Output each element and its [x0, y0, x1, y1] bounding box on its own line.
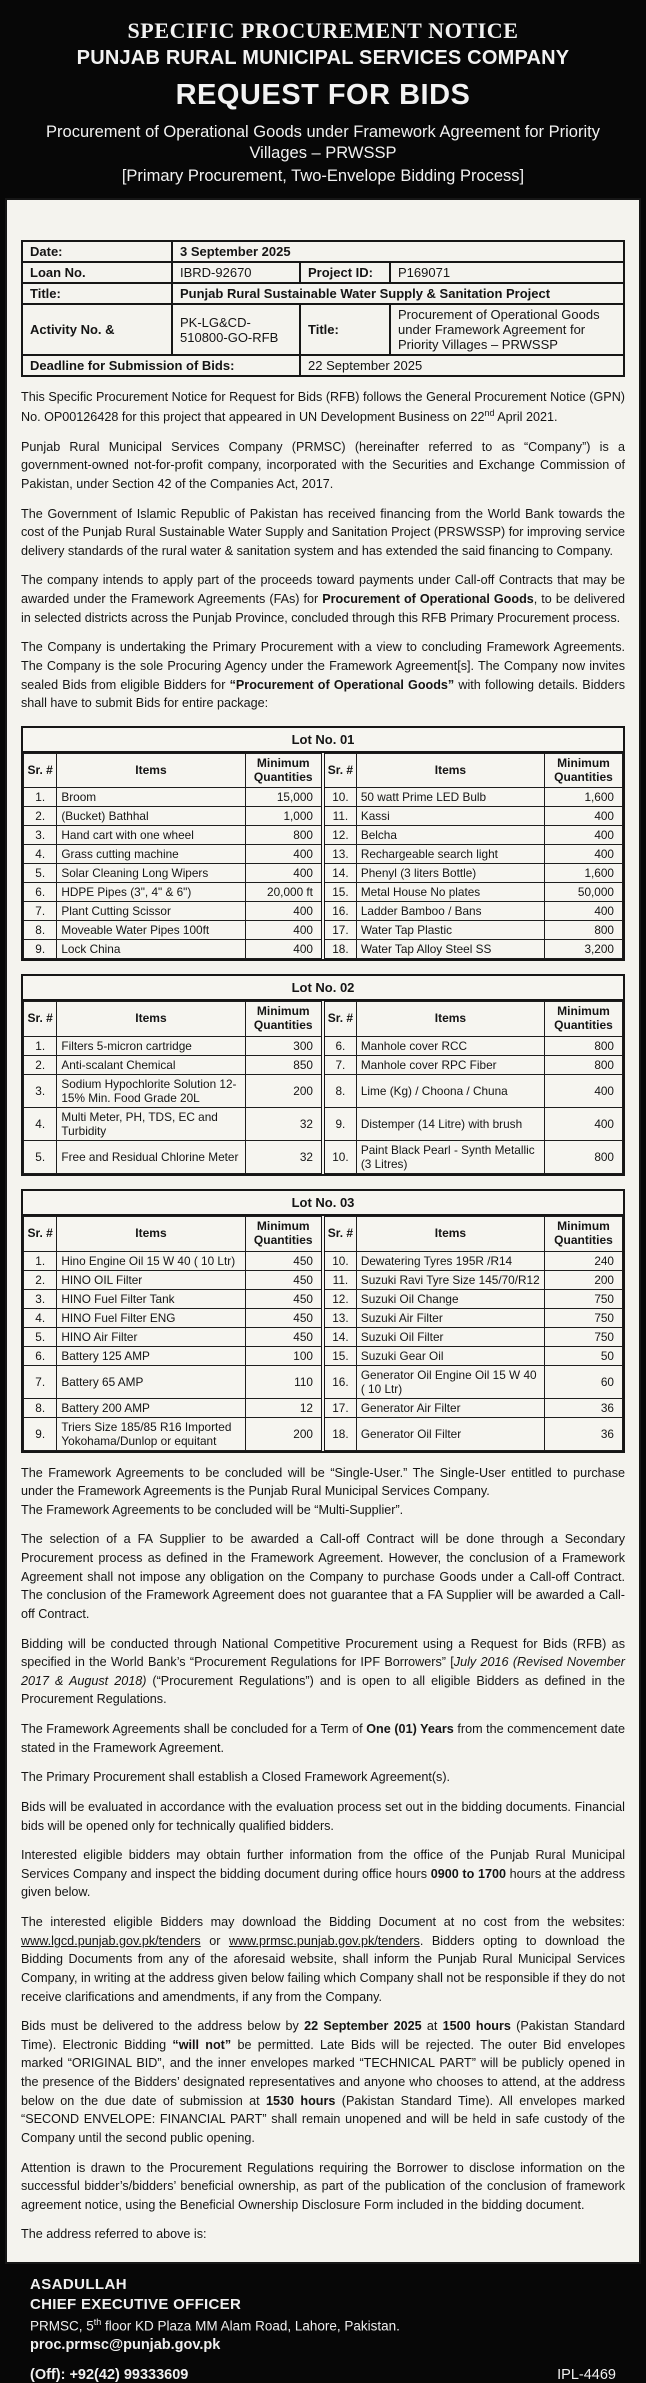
- title-label: Title:: [22, 283, 172, 304]
- quantity-cell: 750: [545, 1327, 623, 1346]
- text-run: hours at the address given below.: [21, 1866, 625, 1900]
- quantity-cell: 200: [545, 1270, 623, 1289]
- paragraph: [21, 1720, 625, 1757]
- lot-item-row: [24, 864, 623, 883]
- quantity-cell: 400: [245, 921, 323, 940]
- item-cell: Battery 65 AMP: [57, 1365, 245, 1398]
- text-run: 1500 hours: [442, 2019, 511, 2034]
- quantity-cell: 800: [545, 1056, 623, 1075]
- text-run: 0900 to 1700: [430, 1866, 506, 1881]
- quantity-cell: 200: [245, 1417, 323, 1450]
- signatory-title: CHIEF EXECUTIVE OFFICER: [30, 2296, 242, 2314]
- text-run: The interested eligible Bidders may download the Bidding Document at no cost from the websites:: [21, 1915, 625, 1930]
- quantity-cell: 200: [245, 1075, 323, 1108]
- serial-cell: 18.: [323, 940, 356, 959]
- item-cell: Sodium Hypochlorite Solution 12-15% Min. Food Grade 20L: [57, 1075, 245, 1108]
- paragraph: [21, 438, 625, 494]
- item-cell: (Bucket) Bathhal: [57, 807, 245, 826]
- quantity-cell: 400: [245, 940, 323, 959]
- text-run: One (01) Years: [366, 1722, 454, 1737]
- text-run: , to be delivered in selected districts across the Punjab Province, concluded through this RFB Primary Procurement process.: [21, 592, 625, 625]
- lot-title: Lot No. 02: [23, 976, 623, 1001]
- text-run: Interested eligible bidders may obtain further information from the office of the Punjab Rural Municipal Services Company and inspect the bidding document during office hours: [21, 1848, 625, 1881]
- text-run: “Procurement of Operational Goods”: [229, 677, 455, 692]
- lot-item-row: [24, 1327, 623, 1346]
- lot-item-row: [24, 807, 623, 826]
- lot-tables-container: [21, 726, 625, 1453]
- quantity-cell: 400: [545, 1075, 623, 1108]
- project-id-value: P169071: [390, 262, 624, 283]
- item-cell: HINO OIL Filter: [57, 1270, 245, 1289]
- quantity-cell: 450: [245, 1327, 323, 1346]
- lot-item-row: [24, 883, 623, 902]
- serial-cell: 2.: [24, 1056, 57, 1075]
- quantity-cell: 800: [245, 826, 323, 845]
- paragraph: [21, 1635, 625, 1710]
- paragraph: [21, 1501, 625, 1520]
- serial-cell: 10.: [323, 788, 356, 807]
- quantity-cell: 750: [545, 1289, 623, 1308]
- serial-cell: 6.: [323, 1037, 356, 1056]
- item-cell: Broom: [57, 788, 245, 807]
- item-cell: Triers Size 185/85 R16 Imported Yokohama/Dunlop or equitant: [57, 1417, 245, 1450]
- quantity-cell: 450: [245, 1251, 323, 1270]
- notice-subtitle-line1: Procurement of Operational Goods under Framework Agreement for Priority: [46, 123, 600, 141]
- column-header: Items: [57, 1217, 245, 1252]
- column-header: Sr. #: [24, 753, 57, 788]
- quantity-cell: 400: [245, 864, 323, 883]
- serial-cell: 10.: [323, 1141, 356, 1174]
- column-header: Minimum Quantities: [545, 1002, 623, 1037]
- serial-cell: 7.: [24, 1365, 57, 1398]
- tender-website-link[interactable]: www.lgcd.punjab.gov.pk/tenders: [21, 1933, 201, 1948]
- deadline-value: 22 September 2025: [300, 355, 624, 376]
- item-cell: Generator Oil Engine Oil 15 W 40 ( 10 Ltr): [356, 1365, 544, 1398]
- notice-type-heading: SPECIFIC PROCUREMENT NOTICE: [127, 18, 519, 43]
- lot-item-row: [24, 921, 623, 940]
- paragraph: [21, 1464, 625, 1501]
- column-header: Sr. #: [323, 753, 356, 788]
- item-cell: Suzuki Ravi Tyre Size 145/70/R12: [356, 1270, 544, 1289]
- text-run: The Framework Agreements to be concluded will be “Single-User.” The Single-User entitled to purchase under the Framework Agreements is the Punjab Rural Municipal Services Company.: [21, 1465, 625, 1499]
- quantity-cell: 450: [245, 1289, 323, 1308]
- deadline-label: Deadline for Submission of Bids:: [22, 355, 300, 376]
- serial-cell: 6.: [24, 883, 57, 902]
- serial-cell: 15.: [323, 883, 356, 902]
- column-header: Items: [57, 753, 245, 788]
- item-cell: Battery 200 AMP: [57, 1398, 245, 1417]
- serial-cell: 1.: [24, 1251, 57, 1270]
- item-cell: Water Tap Alloy Steel SS: [356, 940, 544, 959]
- item-cell: Hino Engine Oil 15 W 40 ( 10 Ltr): [57, 1251, 245, 1270]
- text-run: floor KD Plaza MM Alam Road, Lahore, Pakistan.: [101, 2318, 400, 2334]
- serial-cell: 17.: [323, 1398, 356, 1417]
- lot-item-row: [24, 1075, 623, 1108]
- quantity-cell: 750: [545, 1308, 623, 1327]
- info-row-date: [22, 241, 624, 262]
- serial-cell: 13.: [323, 1308, 356, 1327]
- text-run: nd: [484, 407, 495, 418]
- text-run: th: [93, 2317, 102, 2328]
- column-header: Sr. #: [24, 1217, 57, 1252]
- quantity-cell: 450: [245, 1270, 323, 1289]
- lot-table: [21, 1189, 625, 1453]
- bid-info-table: [21, 240, 625, 377]
- text-run: April 2021.: [494, 410, 558, 425]
- serial-cell: 5.: [24, 1141, 57, 1174]
- lot-item-row: [24, 1141, 623, 1174]
- quantity-cell: 110: [245, 1365, 323, 1398]
- paragraph: [21, 638, 625, 713]
- lot-item-row: [24, 1346, 623, 1365]
- item-cell: Suzuki Oil Change: [356, 1289, 544, 1308]
- lot-title: Lot No. 03: [23, 1191, 623, 1216]
- item-cell: Multi Meter, PH, TDS, EC and Turbidity: [57, 1108, 245, 1141]
- quantity-cell: 60: [545, 1365, 623, 1398]
- column-header: Items: [356, 753, 544, 788]
- item-cell: HINO Fuel Filter Tank: [57, 1289, 245, 1308]
- text-run: Bids must be delivered to the address below by: [21, 2019, 305, 2034]
- item-cell: Lime (Kg) / Choona / Chuna: [356, 1075, 544, 1108]
- terms-paragraphs: [21, 1464, 625, 2245]
- column-header: Minimum Quantities: [245, 753, 323, 788]
- text-run: The Framework Agreements to be concluded will be “Multi-Supplier”.: [21, 1502, 404, 1517]
- item-cell: Distemper (14 Litre) with brush: [356, 1108, 544, 1141]
- serial-cell: 10.: [323, 1251, 356, 1270]
- text-run: The Framework Agreements shall be concluded for a Term of: [21, 1722, 367, 1737]
- item-cell: Anti-scalant Chemical: [57, 1056, 245, 1075]
- quantity-cell: 1,600: [545, 788, 623, 807]
- serial-cell: 15.: [323, 1346, 356, 1365]
- activity-title-value: Procurement of Operational Goods under Framework Agreement for Priority Villages – PRWSSP: [390, 304, 624, 355]
- lot-table: [21, 726, 625, 962]
- text-run: The address referred to above is:: [21, 2227, 207, 2242]
- lot-title: Lot No. 01: [23, 728, 623, 753]
- paragraph: [21, 1768, 625, 1787]
- quantity-cell: 300: [245, 1037, 323, 1056]
- item-cell: HINO Fuel Filter ENG: [57, 1308, 245, 1327]
- lot-item-row: [24, 1308, 623, 1327]
- activity-label: Activity No. &: [22, 304, 172, 355]
- serial-cell: 14.: [323, 864, 356, 883]
- project-id-label: Project ID:: [300, 262, 390, 283]
- item-cell: HDPE Pipes (3", 4" & 6"): [57, 883, 245, 902]
- paragraph: [21, 571, 625, 627]
- lot-item-row: [24, 826, 623, 845]
- text-run: (Pakistan Standard Time). Electronic Bidding: [21, 2019, 625, 2052]
- column-header: Sr. #: [24, 1002, 57, 1037]
- lot-item-row: [24, 1417, 623, 1450]
- text-run: The Primary Procurement shall establish a Closed Framework Agreement(s).: [21, 1770, 451, 1785]
- text-run: with following details. Bidders shall have to submit Bids for entire package:: [21, 677, 626, 711]
- serial-cell: 12.: [323, 826, 356, 845]
- lot-item-row: [24, 1056, 623, 1075]
- serial-cell: 16.: [323, 1365, 356, 1398]
- serial-cell: 8.: [24, 921, 57, 940]
- item-cell: Hand cart with one wheel: [57, 826, 245, 845]
- paragraph: [21, 1530, 625, 1623]
- quantity-cell: 400: [545, 807, 623, 826]
- serial-cell: 2.: [24, 807, 57, 826]
- text-run: Attention is drawn to the Procurement Regulations requiring the Borrower to disclose information on the successful bidder’s/bidders’ beneficial ownership, as part of the publication of the conclusion of framework agreement notice, using the Beneficial Ownership Disclosure Form included in the bidding document.: [21, 2160, 625, 2212]
- quantity-cell: 800: [545, 921, 623, 940]
- bidding-process-note: [Primary Procurement, Two-Envelope Bidding Process]: [121, 167, 525, 186]
- info-row-activity: [22, 304, 624, 355]
- lot-items-table: [23, 753, 623, 960]
- quantity-cell: 240: [545, 1251, 623, 1270]
- serial-cell: 11.: [323, 1270, 356, 1289]
- text-run: 22 September 2025: [304, 2019, 422, 2034]
- paragraph: [21, 2017, 625, 2147]
- column-header: Items: [356, 1217, 544, 1252]
- signature-block: [0, 2264, 646, 2383]
- serial-cell: 13.: [323, 845, 356, 864]
- item-cell: Rechargeable search light: [356, 845, 544, 864]
- serial-cell: 1.: [24, 788, 57, 807]
- quantity-cell: 12: [245, 1398, 323, 1417]
- paragraph: [21, 1913, 625, 2006]
- item-cell: Battery 125 AMP: [57, 1346, 245, 1365]
- item-cell: Manhole cover RCC: [356, 1037, 544, 1056]
- lot-item-row: [24, 1398, 623, 1417]
- text-run: Punjab Rural Municipal Services Company (PRMSC) (hereinafter referred to as “Company”) is a government-owned not-for-profit company, incorporated with the Securities and Exchange Commission of Pakistan, under Section 42 of the Companies Act, 2017.: [21, 439, 625, 491]
- serial-cell: 8.: [323, 1075, 356, 1108]
- serial-cell: 4.: [24, 1308, 57, 1327]
- contact-email: proc.prmsc@punjab.gov.pk: [30, 2336, 221, 2353]
- paragraph: [21, 388, 625, 426]
- text-run: 1530 hours: [266, 2093, 336, 2108]
- quantity-cell: 400: [245, 845, 323, 864]
- quantity-cell: 50,000: [545, 883, 623, 902]
- item-cell: Kassi: [356, 807, 544, 826]
- serial-cell: 18.: [323, 1417, 356, 1450]
- paragraph: [21, 2225, 625, 2244]
- serial-cell: 7.: [323, 1056, 356, 1075]
- quantity-cell: 800: [545, 1141, 623, 1174]
- column-header: Minimum Quantities: [245, 1217, 323, 1252]
- serial-cell: 11.: [323, 807, 356, 826]
- quantity-cell: 100: [245, 1346, 323, 1365]
- text-run: This Specific Procurement Notice for Request for Bids (RFB) follows the General Procurement Notice (GPN) No. OP00126428 for this project that appeared in UN Development Business on 22: [21, 390, 625, 425]
- paragraph: [21, 1798, 625, 1835]
- text-run: Bidding will be conducted through National Competitive Procurement using a Request for Bids (RFB) as specified in the World Bank’s “Procurement Regulations for IPF Borrowers” [: [21, 1636, 625, 1670]
- lot-header-row: [24, 1002, 623, 1037]
- column-header: Sr. #: [323, 1002, 356, 1037]
- item-cell: Water Tap Plastic: [356, 921, 544, 940]
- quantity-cell: 50: [545, 1346, 623, 1365]
- item-cell: Metal House No plates: [356, 883, 544, 902]
- footer-bottom-row: [30, 2367, 616, 2383]
- serial-cell: 7.: [24, 902, 57, 921]
- intro-paragraphs: [21, 388, 625, 713]
- quantity-cell: 15,000: [245, 788, 323, 807]
- quantity-cell: 36: [545, 1398, 623, 1417]
- text-run: or: [200, 1933, 229, 1948]
- lot-items-table: [23, 1001, 623, 1174]
- text-run: (Pakistan Standard Time). All envelopes marked “SECOND ENVELOPE: FINANCIAL PART” shall remain unopened and will be held in safe custody of the Company until the second public opening.: [21, 2093, 626, 2145]
- quantity-cell: 20,000 ft: [245, 883, 323, 902]
- lot-header-row: [24, 753, 623, 788]
- loan-value: IBRD-92670: [172, 262, 300, 283]
- tender-website-link[interactable]: www.prmsc.punjab.gov.pk/tenders: [228, 1933, 420, 1948]
- serial-cell: 5.: [24, 1327, 57, 1346]
- info-row-loan: [22, 262, 624, 283]
- item-cell: Grass cutting machine: [57, 845, 245, 864]
- serial-cell: 1.: [24, 1037, 57, 1056]
- quantity-cell: 400: [545, 902, 623, 921]
- text-run: . Bidders opting to download the Bidding Documents from any of the aforesaid website, shall inform the Punjab Rural Municipal Services Company, in writing at the address given below failing which Company shall not be responsible if they do not receive clarifications and amendments, if any from the Company.: [21, 1933, 625, 2004]
- column-header: Minimum Quantities: [545, 1217, 623, 1252]
- advertisement-ref: IPL-4469: [557, 2366, 616, 2383]
- text-run: “will not”: [172, 2037, 232, 2052]
- item-cell: Free and Residual Chlorine Meter: [57, 1141, 245, 1174]
- text-run: from the commencement date stated in the Framework Agreement.: [21, 1722, 625, 1755]
- quantity-cell: 400: [545, 1108, 623, 1141]
- activity-title-label: Title:: [300, 304, 390, 355]
- item-cell: Generator Oil Filter: [356, 1417, 544, 1450]
- serial-cell: 9.: [323, 1108, 356, 1141]
- serial-cell: 3.: [24, 1075, 57, 1108]
- text-run: July 2016 (Revised November 2017 & August 2018): [21, 1655, 625, 1688]
- quantity-cell: 3,200: [545, 940, 623, 959]
- item-cell: Belcha: [356, 826, 544, 845]
- paragraph: [21, 2159, 625, 2215]
- serial-cell: 3.: [24, 1289, 57, 1308]
- date-value: 3 September 2025: [172, 241, 624, 262]
- serial-cell: 8.: [24, 1398, 57, 1417]
- item-cell: Filters 5-micron cartridge: [57, 1037, 245, 1056]
- office-address: [30, 2317, 616, 2334]
- request-for-bids-heading: REQUEST FOR BIDS: [175, 79, 471, 111]
- column-header: Items: [57, 1002, 245, 1037]
- serial-cell: 4.: [24, 1108, 57, 1141]
- notice-subtitle-line2: Villages – PRWSSP: [249, 143, 397, 162]
- serial-cell: 2.: [24, 1270, 57, 1289]
- column-header: Minimum Quantities: [545, 753, 623, 788]
- lot-item-row: [24, 1108, 623, 1141]
- item-cell: Ladder Bamboo / Bans: [356, 902, 544, 921]
- serial-cell: 16.: [323, 902, 356, 921]
- item-cell: Manhole cover RPC Fiber: [356, 1056, 544, 1075]
- serial-cell: 4.: [24, 845, 57, 864]
- item-cell: Suzuki Gear Oil: [356, 1346, 544, 1365]
- quantity-cell: 400: [245, 902, 323, 921]
- text-run: be permitted. Late Bids will be rejected. The outer Bid envelopes marked “ORIGINAL BID”, and the inner envelopes marked “TECHNICAL PART” will be publicly opened in the presence of the Bidders’ designated representatives and anyone who chooses to attend, at the address below on the due date of submission at: [21, 2037, 626, 2108]
- activity-value: PK-LG&CD-510800-GO-RFB: [172, 304, 300, 355]
- quantity-cell: 36: [545, 1417, 623, 1450]
- text-run: Procurement of Operational Goods: [322, 592, 534, 607]
- contact-phone: (Off): +92(42) 99333609: [30, 2366, 189, 2383]
- lot-items-table: [23, 1216, 623, 1451]
- serial-cell: 12.: [323, 1289, 356, 1308]
- text-run: at: [421, 2019, 443, 2034]
- title-value: Punjab Rural Sustainable Water Supply & Sanitation Project: [172, 283, 624, 304]
- serial-cell: 5.: [24, 864, 57, 883]
- quantity-cell: 400: [545, 845, 623, 864]
- lot-item-row: [24, 1251, 623, 1270]
- lot-table: [21, 974, 625, 1176]
- text-run: PRMSC, 5: [30, 2318, 94, 2334]
- lot-item-row: [24, 1037, 623, 1056]
- quantity-cell: 32: [245, 1108, 323, 1141]
- item-cell: Dewatering Tyres 195R /R14: [356, 1251, 544, 1270]
- column-header: Sr. #: [323, 1217, 356, 1252]
- lot-item-row: [24, 1365, 623, 1398]
- lot-item-row: [24, 1270, 623, 1289]
- item-cell: Suzuki Air Filter: [356, 1308, 544, 1327]
- quantity-cell: 400: [545, 826, 623, 845]
- item-cell: Paint Black Pearl - Synth Metallic (3 Litres): [356, 1141, 544, 1174]
- text-run: (“Procurement Regulations”) and is open to all eligible Bidders as defined in the Procurement Regulations.: [21, 1673, 625, 1707]
- signatory-name: ASADULLAH: [30, 2276, 127, 2294]
- column-header: Items: [356, 1002, 544, 1037]
- item-cell: Phenyl (3 liters Bottle): [356, 864, 544, 883]
- serial-cell: 14.: [323, 1327, 356, 1346]
- text-run: The Company is undertaking the Primary Procurement with a view to concluding Framework Agreements. The Company is the sole Procuring Agency under the Framework Agreement[s]. The Company now invites sealed Bids from eligible Bidders for: [21, 640, 625, 692]
- quantity-cell: 1,600: [545, 864, 623, 883]
- lot-item-row: [24, 940, 623, 959]
- text-run: The company intends to apply part of the proceeds toward payments under Call-off Contracts that may be awarded under the Framework Agreements (FAs) for: [21, 573, 625, 607]
- serial-cell: 3.: [24, 826, 57, 845]
- item-cell: 50 watt Prime LED Bulb: [356, 788, 544, 807]
- info-row-deadline: [22, 355, 624, 376]
- item-cell: Suzuki Oil Filter: [356, 1327, 544, 1346]
- serial-cell: 9.: [24, 940, 57, 959]
- lot-item-row: [24, 902, 623, 921]
- date-label: Date:: [22, 241, 172, 262]
- quantity-cell: 32: [245, 1141, 323, 1174]
- item-cell: Plant Cutting Scissor: [57, 902, 245, 921]
- lot-item-row: [24, 845, 623, 864]
- item-cell: Solar Cleaning Long Wipers: [57, 864, 245, 883]
- document-page: [5, 198, 641, 2264]
- notice-masthead: [0, 0, 646, 192]
- serial-cell: 9.: [24, 1417, 57, 1450]
- item-cell: HINO Air Filter: [57, 1327, 245, 1346]
- text-run: The Government of Islamic Republic of Pakistan has received financing from the World Bank towards the cost of the Punjab Rural Sustainable Water Supply and Sanitation Project (PRSWSSP) for improving service delivery standards of the rural water & sanitation system and has extended the said financing to Company.: [21, 506, 625, 558]
- quantity-cell: 850: [245, 1056, 323, 1075]
- paragraph: [21, 505, 625, 561]
- item-cell: Lock China: [57, 940, 245, 959]
- column-header: Minimum Quantities: [245, 1002, 323, 1037]
- loan-label: Loan No.: [22, 262, 172, 283]
- lot-header-row: [24, 1217, 623, 1252]
- item-cell: Moveable Water Pipes 100ft: [57, 921, 245, 940]
- company-name-heading: PUNJAB RURAL MUNICIPAL SERVICES COMPANY: [76, 47, 570, 69]
- paragraph: [21, 1846, 625, 1902]
- quantity-cell: 800: [545, 1037, 623, 1056]
- text-run: The selection of a FA Supplier to be awarded a Call-off Contract will be done through a Secondary Procurement process as defined in the Framework Agreement. However, the conclusion of a Framework Agreement shall not impose any obligation on the Company to purchase Goods under a Call-off Contract. The conclusion of the Framework Agreement does not guarantee that a FA Supplier will be awarded a Call-off Contract.: [21, 1532, 625, 1621]
- text-run: Bids will be evaluated in accordance with the evaluation process set out in the bidding documents. Financial bids will be opened only for technically qualified bidders.: [21, 1799, 625, 1833]
- item-cell: Generator Air Filter: [356, 1398, 544, 1417]
- lot-item-row: [24, 1289, 623, 1308]
- serial-cell: 6.: [24, 1346, 57, 1365]
- quantity-cell: 450: [245, 1308, 323, 1327]
- info-row-title: [22, 283, 624, 304]
- serial-cell: 17.: [323, 921, 356, 940]
- lot-item-row: [24, 788, 623, 807]
- quantity-cell: 1,000: [245, 807, 323, 826]
